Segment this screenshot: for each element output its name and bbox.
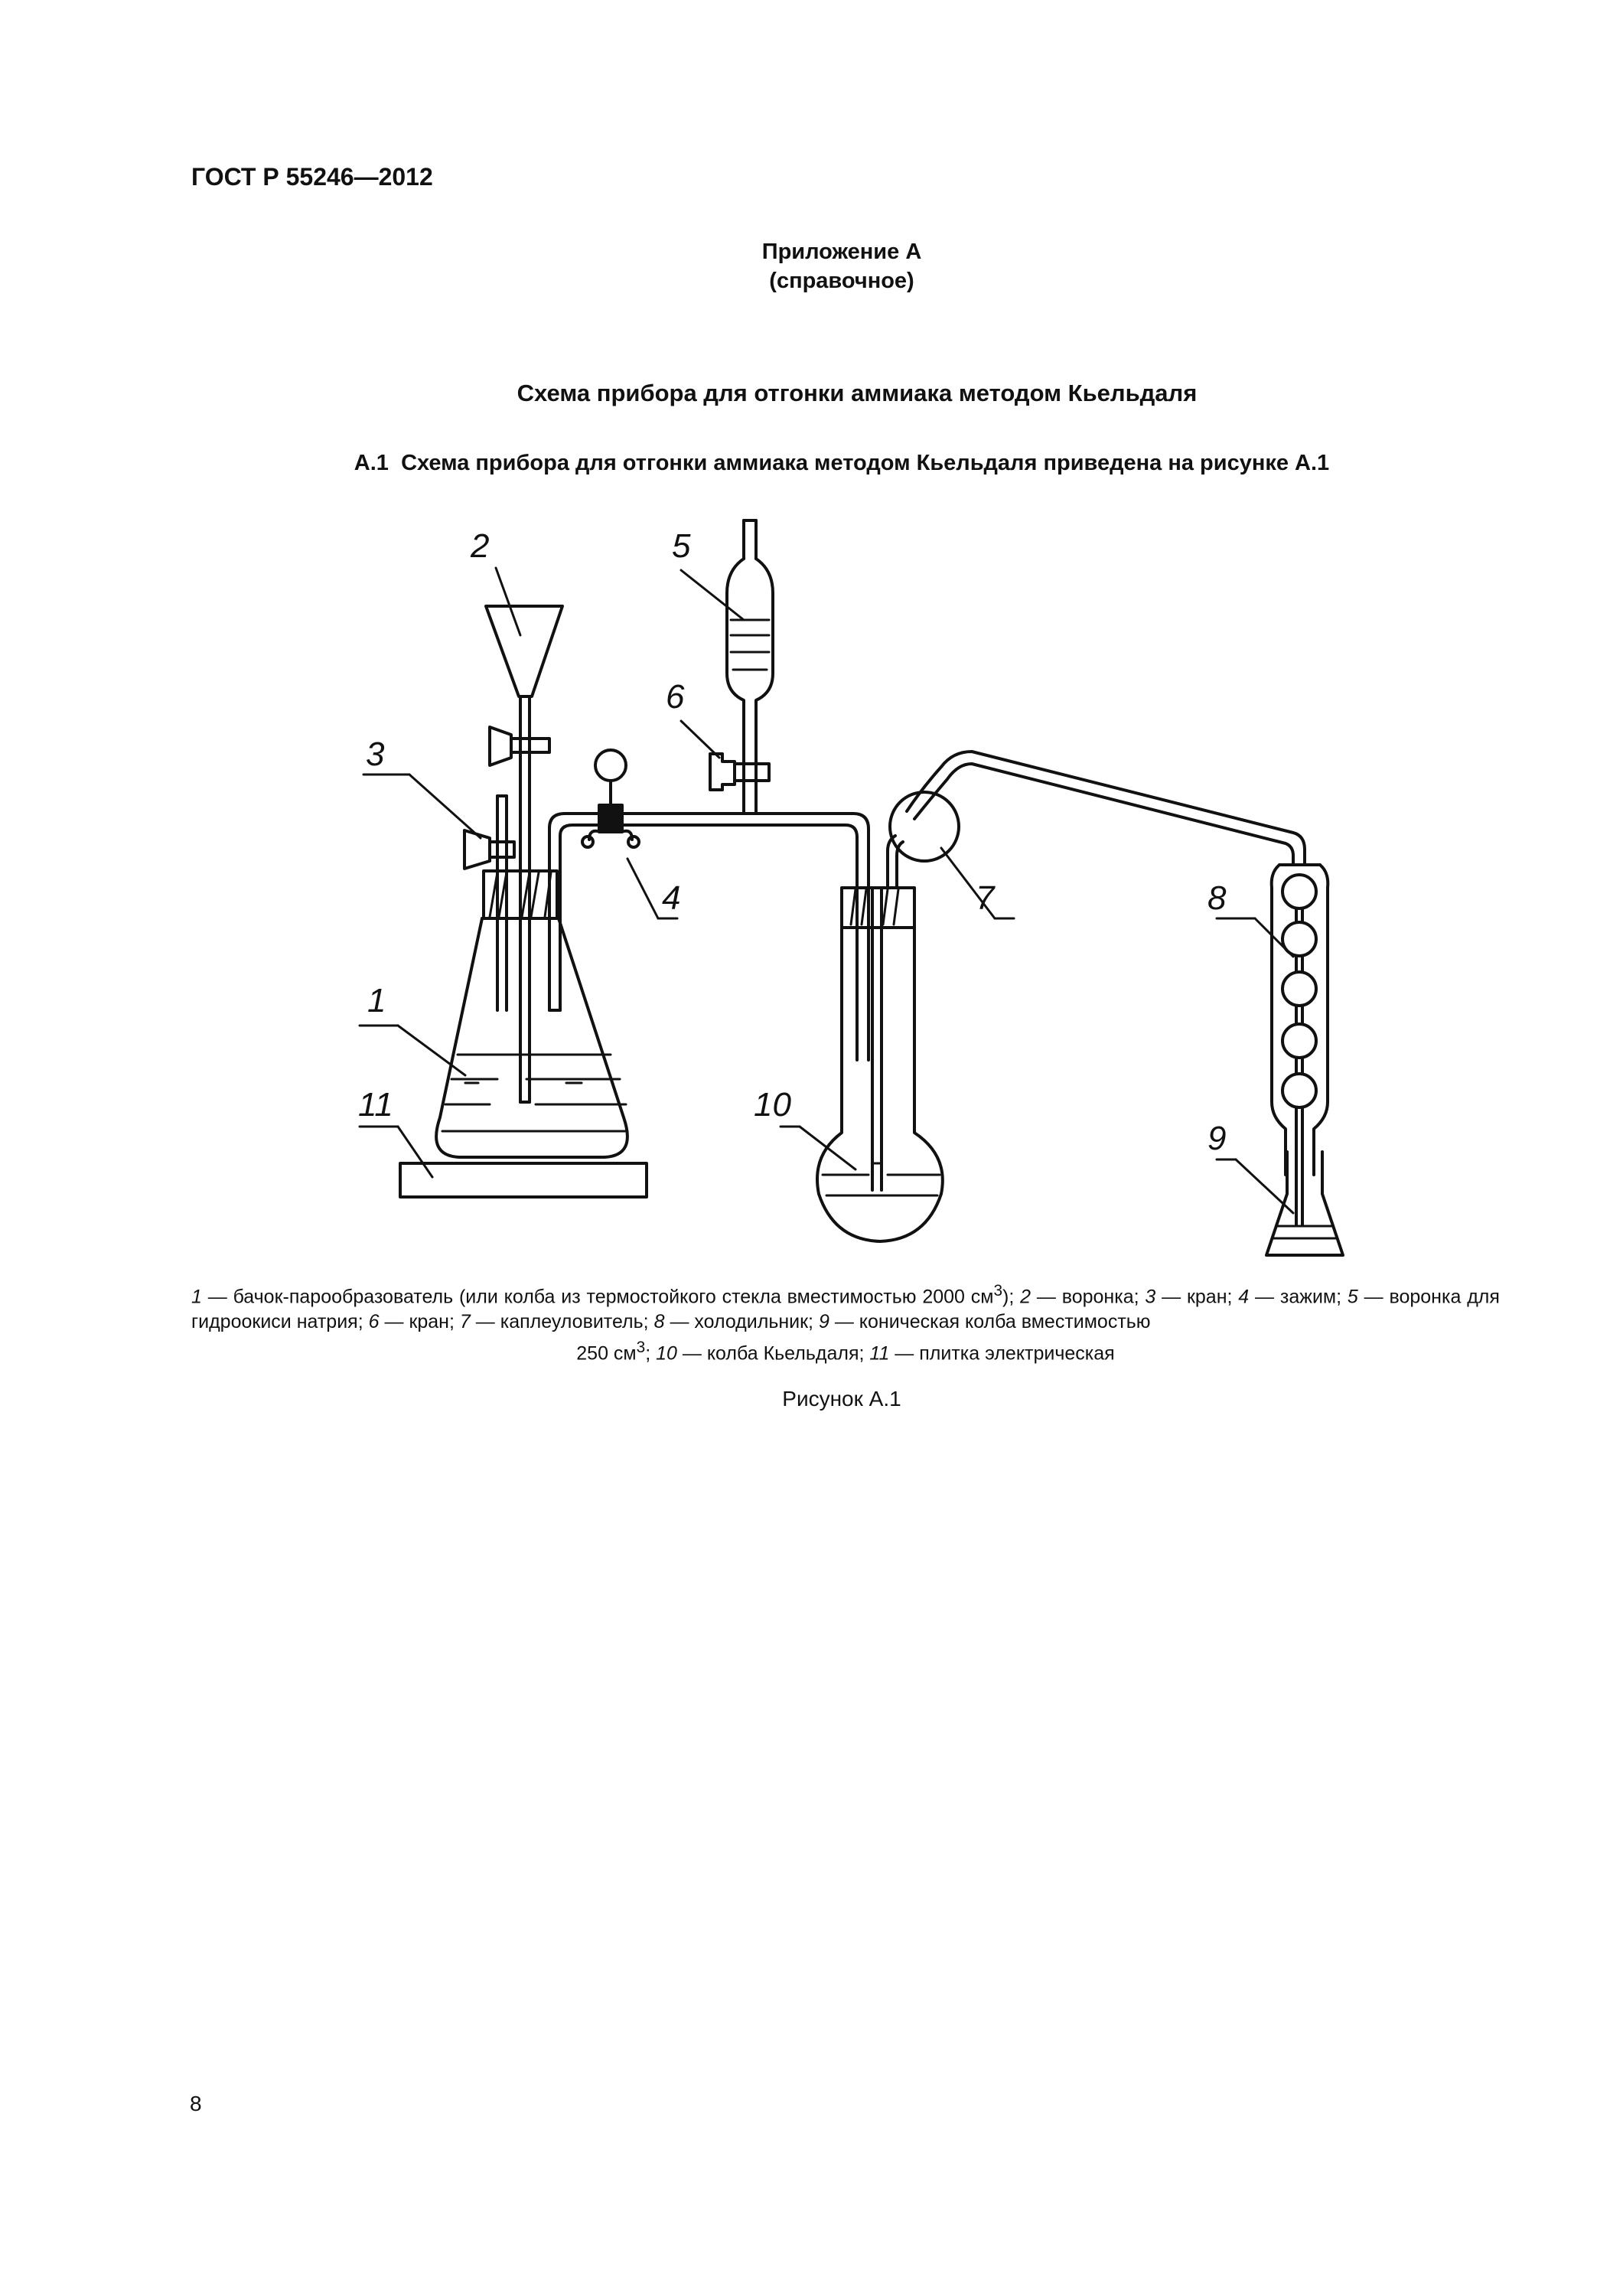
hotplate xyxy=(400,1163,647,1197)
tube-clamp xyxy=(582,750,639,847)
callout-7: 7 xyxy=(976,879,995,917)
kjeldahl-apparatus-diagram xyxy=(0,505,1623,1270)
callout-10: 10 xyxy=(754,1086,791,1124)
callout-8: 8 xyxy=(1207,879,1227,917)
callout-6: 6 xyxy=(666,678,685,716)
naoh-stopcock xyxy=(710,754,769,790)
steam-generator-flask xyxy=(436,871,627,1157)
receiving-flask xyxy=(1266,1152,1343,1255)
document-header: ГОСТ Р 55246—2012 xyxy=(191,163,433,191)
annex-heading xyxy=(0,237,1623,295)
kjeldahl-flask xyxy=(817,888,943,1241)
annex-figure-title: Схема прибора для отгонки аммиака методом Кьельдаля xyxy=(517,380,1198,406)
condenser xyxy=(1272,865,1328,1225)
figure-legend: 1 — бачок-парообразователь (или колба из термостойкого стекла вместимостью 2000 $см^3$); 2 — воронка; 3 — кран; 4 — зажим; 5 — воронка для гидроокиси натрия; 6 — кран; 7 — каплеуловитель; 8 — холодильник; 9 — коническая колба вместимостью 250 $см^3$; 10 — колба Кьельдаля; 11 — плитка электрическая xyxy=(191,1278,1500,1367)
annex-kind: (справочное) xyxy=(769,269,914,293)
callout-2: 2 xyxy=(471,527,490,565)
callout-1: 1 xyxy=(367,982,386,1019)
splash-trap xyxy=(888,752,1305,888)
side-stopcock-tube xyxy=(464,796,514,1010)
figure-caption: Рисунок А.1 xyxy=(782,1387,901,1411)
annex-title: Приложение А xyxy=(761,240,922,264)
page-number: 8 xyxy=(190,2092,202,2115)
callout-leaders xyxy=(360,568,1293,1213)
callout-3: 3 xyxy=(366,735,385,773)
legend-last-line: 250 $см^3$; 10 — колба Кьельдаля; 11 — плитка электрическая xyxy=(576,1339,1115,1365)
callout-4: 4 xyxy=(662,879,681,917)
callout-9: 9 xyxy=(1207,1120,1227,1157)
steam-tube xyxy=(549,814,869,1060)
section-paragraph xyxy=(0,451,1623,476)
section-text: Схема прибора для отгонки аммиака методом Кьельдаля приведена на рисунке А.1 xyxy=(401,451,1330,475)
callout-5: 5 xyxy=(672,527,691,565)
section-number: А.1 xyxy=(354,451,389,475)
callout-11: 11 xyxy=(358,1086,393,1124)
